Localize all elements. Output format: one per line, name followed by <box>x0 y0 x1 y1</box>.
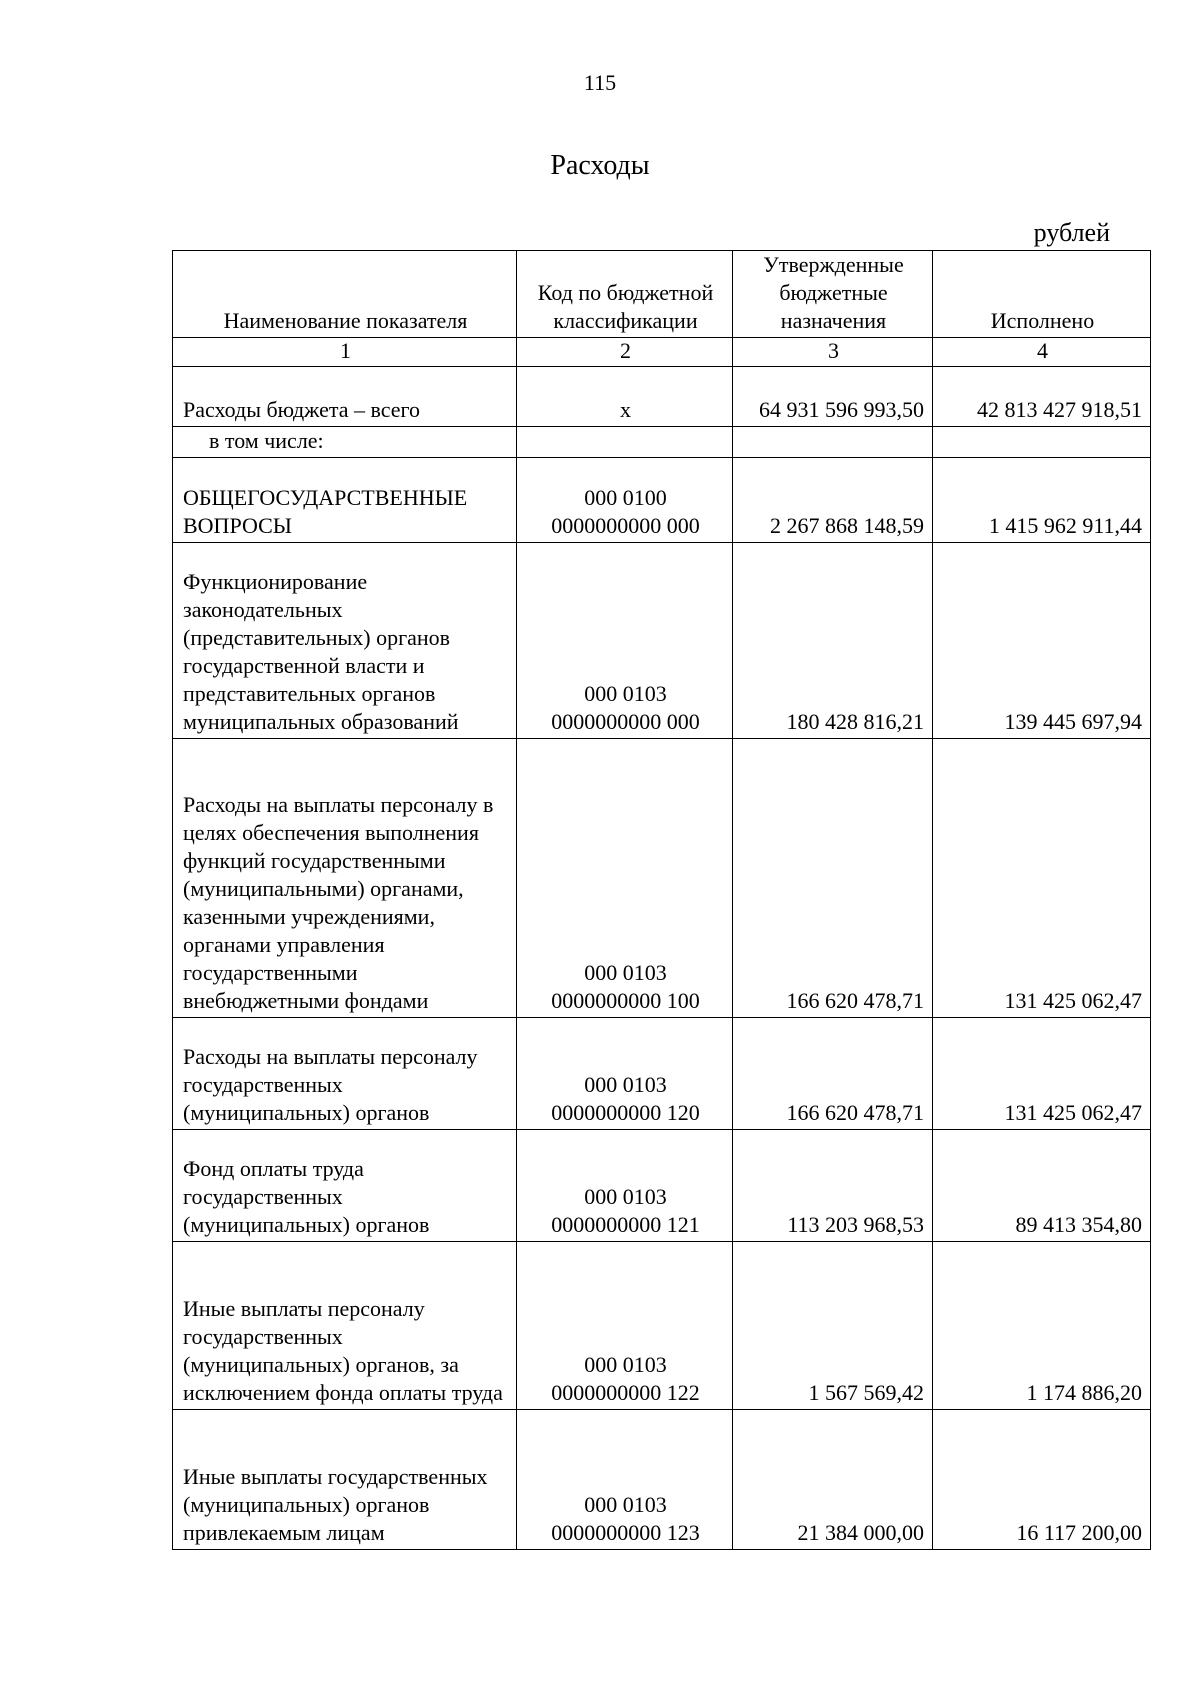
row-code-line-1: 000 0100 <box>584 485 667 510</box>
row-name: ОБЩЕГОСУДАРСТВЕННЫЕ ВОПРОСЫ <box>173 458 517 543</box>
row-executed <box>933 427 1151 458</box>
row-code <box>517 1410 733 1550</box>
row-executed: 131 425 062,47 <box>933 1018 1151 1130</box>
row-executed: 1 174 886,20 <box>933 1242 1151 1410</box>
row-name: Расходы на выплаты персоналу государственных (муниципальных) органов <box>173 1018 517 1130</box>
column-number-row <box>173 338 1151 367</box>
row-code-line-1: 000 0103 <box>584 960 667 985</box>
row-code-line-2: 0000000000 000 <box>551 513 700 538</box>
row-name: Расходы бюджета – всего <box>173 367 517 427</box>
row-executed: 42 813 427 918,51 <box>933 367 1151 427</box>
row-name: в том числе: <box>173 427 517 458</box>
units-label: рублей <box>1033 218 1110 247</box>
table-row <box>173 1018 1151 1130</box>
row-code <box>517 1242 733 1410</box>
expenditures-table <box>172 250 1151 1550</box>
column-number: 2 <box>517 338 733 367</box>
row-executed: 1 415 962 911,44 <box>933 458 1151 543</box>
row-code-line-1: 000 0103 <box>584 1184 667 1209</box>
row-code <box>517 1018 733 1130</box>
header-approved: Утвержденные бюджетные назначения <box>733 251 933 338</box>
row-name: Иные выплаты государственных (муниципальных) органов привлекаемым лицам <box>173 1410 517 1550</box>
row-name: Функционирование законодательных (представительных) органов государственной власти и представительных органов муниципальных образований <box>173 543 517 739</box>
table-header-row <box>173 251 1151 338</box>
row-approved: 21 384 000,00 <box>733 1410 933 1550</box>
table-row <box>173 1410 1151 1550</box>
row-approved: 180 428 816,21 <box>733 543 933 739</box>
row-code <box>517 367 733 427</box>
row-approved: 64 931 596 993,50 <box>733 367 933 427</box>
row-code <box>517 427 733 458</box>
row-executed: 139 445 697,94 <box>933 543 1151 739</box>
row-code-line-2: 0000000000 123 <box>551 1520 700 1545</box>
table-row <box>173 458 1151 543</box>
row-executed: 89 413 354,80 <box>933 1130 1151 1242</box>
table-row <box>173 739 1151 1018</box>
row-code-line-2: 0000000000 000 <box>551 709 700 734</box>
row-code-line-2: 0000000000 100 <box>551 988 700 1013</box>
row-code-line-2: х <box>620 397 631 422</box>
row-approved: 2 267 868 148,59 <box>733 458 933 543</box>
row-code <box>517 458 733 543</box>
row-approved: 1 567 569,42 <box>733 1242 933 1410</box>
row-code <box>517 543 733 739</box>
row-code <box>517 739 733 1018</box>
row-code <box>517 1130 733 1242</box>
row-approved: 166 620 478,71 <box>733 739 933 1018</box>
row-code-line-2: 0000000000 121 <box>551 1212 700 1237</box>
table-row <box>173 367 1151 427</box>
table-row <box>173 427 1151 458</box>
row-code-line-1: 000 0103 <box>584 681 667 706</box>
table-row <box>173 1242 1151 1410</box>
page-number: 115 <box>583 70 617 95</box>
row-code-line-2: 0000000000 120 <box>551 1100 700 1125</box>
row-code-line-1: 000 0103 <box>584 1352 667 1377</box>
header-code: Код по бюджетной классификации <box>517 251 733 338</box>
row-executed: 131 425 062,47 <box>933 739 1151 1018</box>
row-name: Расходы на выплаты персоналу в целях обеспечения выполнения функций государственными (муниципальными) органами, казенными учреждениями, органами управления государственными внебюджетными фондами <box>173 739 517 1018</box>
row-name: Иные выплаты персоналу государственных (муниципальных) органов, за исключением фонда оплаты труда <box>173 1242 517 1410</box>
row-code-line-1: 000 0103 <box>584 1492 667 1517</box>
row-code-line-2: 0000000000 122 <box>551 1380 700 1405</box>
row-approved: 113 203 968,53 <box>733 1130 933 1242</box>
row-code-line-1: 000 0103 <box>584 1072 667 1097</box>
column-number: 4 <box>933 338 1151 367</box>
row-approved: 166 620 478,71 <box>733 1018 933 1130</box>
table-row <box>173 543 1151 739</box>
row-executed: 16 117 200,00 <box>933 1410 1151 1550</box>
header-executed: Исполнено <box>933 251 1151 338</box>
column-number: 1 <box>173 338 517 367</box>
header-name: Наименование показателя <box>173 251 517 338</box>
row-name: Фонд оплаты труда государственных (муниципальных) органов <box>173 1130 517 1242</box>
row-approved <box>733 427 933 458</box>
page-title: Расходы <box>550 150 650 181</box>
table-row <box>173 1130 1151 1242</box>
column-number: 3 <box>733 338 933 367</box>
